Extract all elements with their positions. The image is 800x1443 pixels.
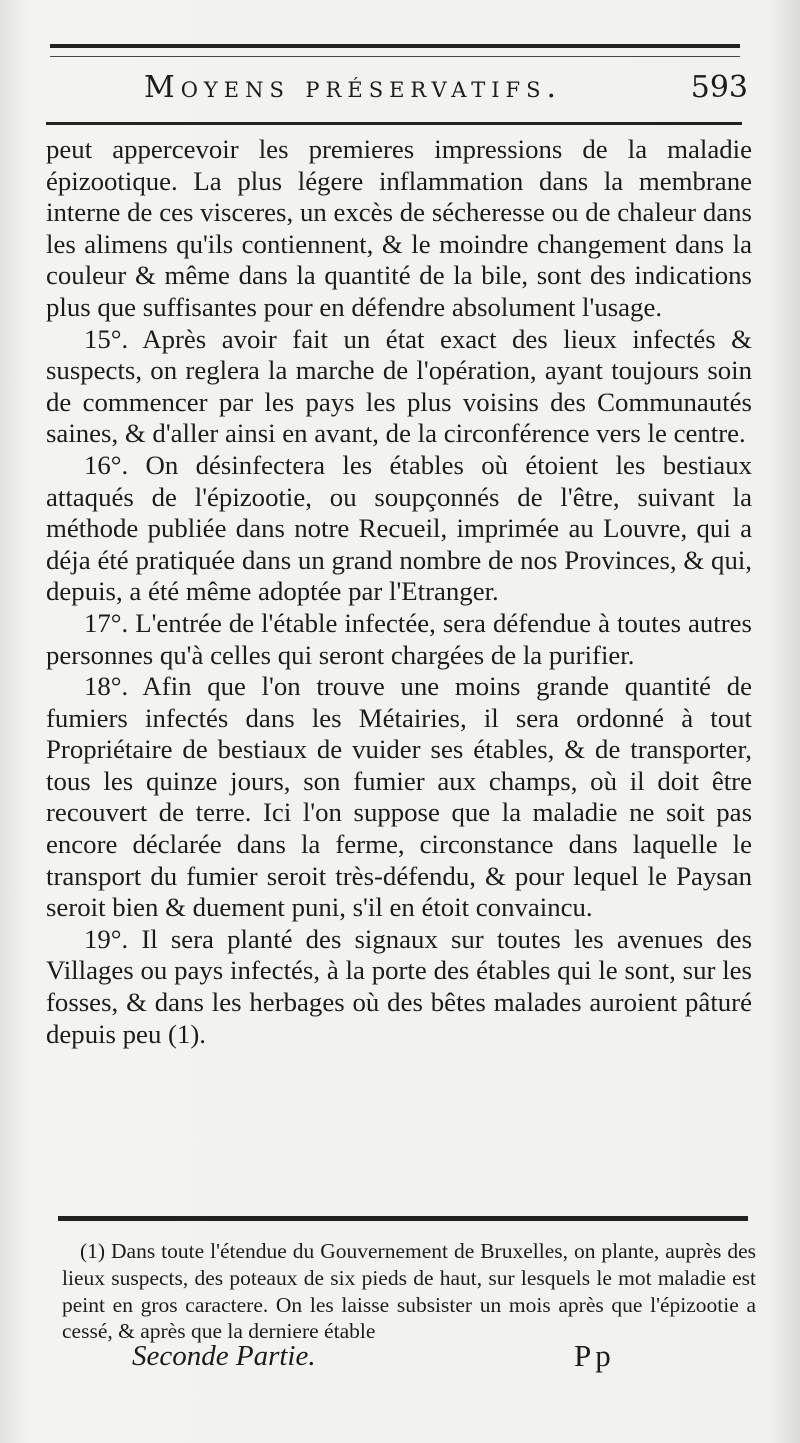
gathering-signature: Pp xyxy=(574,1338,615,1373)
footnote-rule xyxy=(58,1216,748,1221)
running-head: Moyens préservatifs. xyxy=(144,70,563,105)
article-16: 16°. On désinfectera les étables où étoient les bestiaux attaqués de l'épizootie, ou soupçonnés de l'être, suivant la méthode publiée dans notre Recueil, imprimée au Louvre, qui a déja été pratiquée dans un grand nombre de nos Provinces, & qui, depuis, a été même adoptée par l'Etranger. xyxy=(46,449,752,607)
article-15: 15°. Après avoir fait un état exact des lieux infectés & suspects, on reglera la marche de l'opération, ayant toujours soin de commencer par les pays les plus voisins des Communautés saines, & d'aller ainsi en avant, de la circonférence vers le centre. xyxy=(46,323,752,449)
main-text xyxy=(46,134,752,1050)
page-number: 593 xyxy=(690,70,748,105)
page-header xyxy=(48,70,748,114)
header-rule xyxy=(46,122,742,125)
top-double-rule xyxy=(50,44,740,57)
paragraph-continuation: peut appercevoir les premieres impressions de la maladie épizootique. La plus légere inflammation dans la membrane interne de ces visceres, un excès de sécheresse ou de chaleur dans les alimens qu'ils contiennent, & le moindre changement dans la couleur & même dans la quantité de la bile, sont des indications plus que suffisantes pour en défendre absolument l'usage. xyxy=(46,134,752,322)
article-17: 17°. L'entrée de l'étable infectée, sera défendue à toutes autres personnes qu'à celles qui seront chargées de la purifier. xyxy=(46,607,752,670)
footnote: (1) Dans toute l'étendue du Gouvernement de Bruxelles, on plante, auprès des lieux suspects, des poteaux de six pieds de haut, sur lesquels le mot maladie est peint en gros caractere. On les laisse subsister un mois après que l'épizootie a cessé, & après que la derniere étable xyxy=(62,1239,756,1344)
article-18: 18°. Afin que l'on trouve une moins grande quantité de fumiers infectés dans les Métairies, il sera ordonné à tout Propriétaire de bestiaux de vuider ses étables, & de transporter, tous les quinze jours, son fumier aux champs, où il doit être recouvert de terre. Ici l'on suppose que la maladie ne soit pas encore déclarée dans la ferme, circonstance dans laquelle le transport du fumier seroit très-défendu, & pour lequel le Paysan seroit bien & duement puni, s'il en étoit convaincu. xyxy=(46,671,752,923)
article-19: 19°. Il sera planté des signaux sur toutes les avenues des Villages ou pays infectés, à la porte des étables qui le sont, sur les fosses, & dans les herbages où des bêtes malades auroient pâturé depuis peu (1). xyxy=(46,923,752,1049)
signature-mark: Seconde Partie. xyxy=(132,1340,316,1372)
